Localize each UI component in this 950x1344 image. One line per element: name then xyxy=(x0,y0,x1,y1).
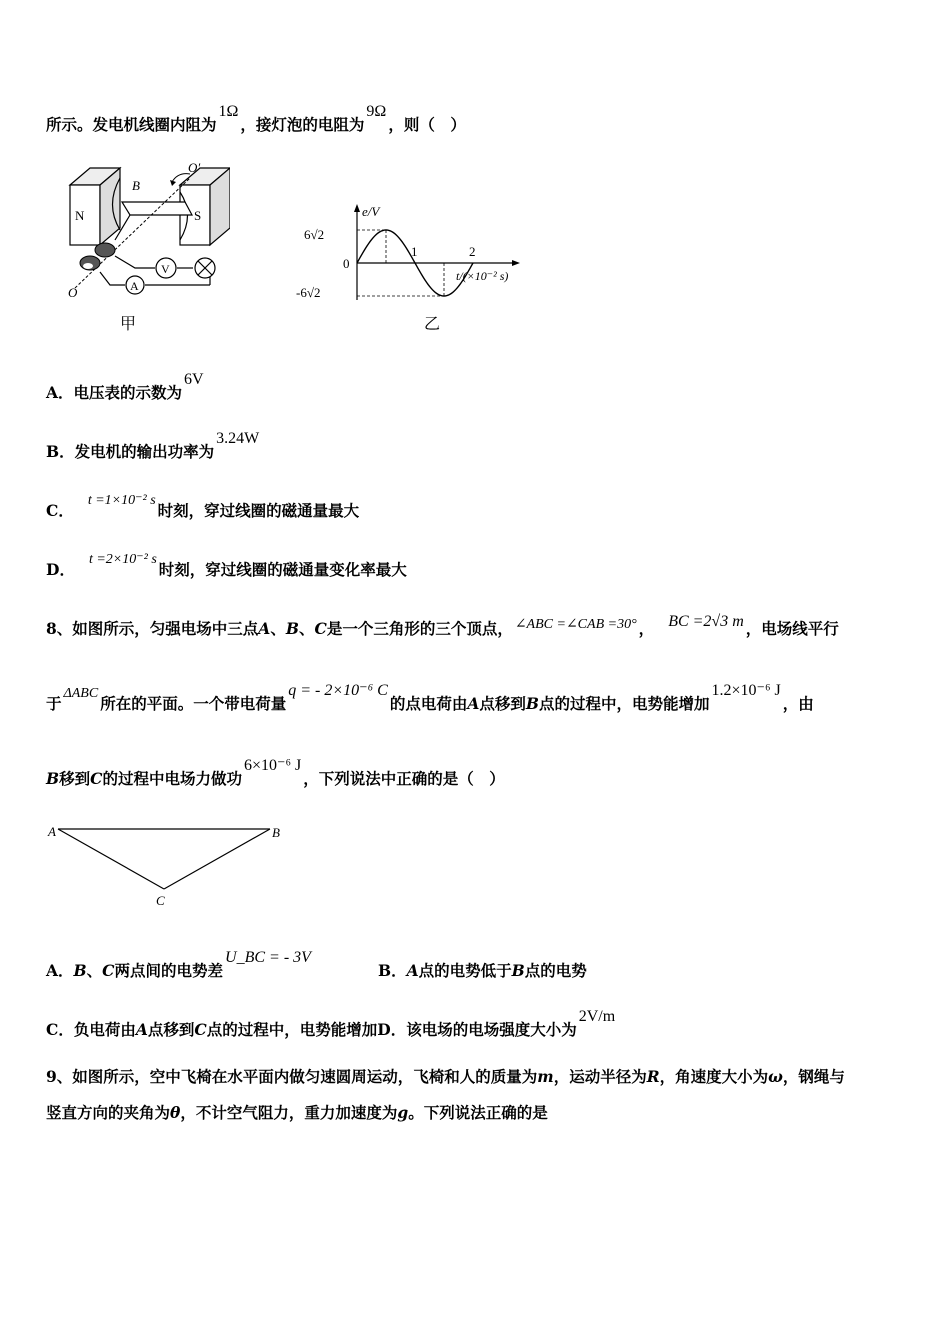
q8-text: 的过程中电场力做功 xyxy=(102,769,242,788)
q7-option-c xyxy=(46,493,360,524)
y-max-label: 6√2 xyxy=(304,227,325,242)
q8-text: 移到 xyxy=(59,769,91,788)
x-tick-1: 1 xyxy=(411,244,418,259)
symbol-g: g xyxy=(397,1103,409,1122)
q8-text: ，电场线平行 xyxy=(745,619,839,638)
q8-text: 是一个三角形的三个顶点， xyxy=(326,619,513,638)
option-text: 点移到 xyxy=(147,1020,195,1039)
energy-value: 1.2×10⁻⁶ J xyxy=(711,682,781,699)
q8-text: ，由 xyxy=(782,694,814,713)
q9-stem-line2 xyxy=(46,1102,548,1124)
point-a: A xyxy=(258,619,271,638)
q8-text: 于 xyxy=(46,694,62,713)
point-b: B xyxy=(73,961,87,980)
q8-stem-line2 xyxy=(46,682,814,717)
option-text: 点的电势 xyxy=(524,961,587,980)
triangle-figure xyxy=(46,822,296,912)
option-prefix: C． xyxy=(46,501,74,520)
option-text: 时刻，穿过线圈的磁通量变化率最大 xyxy=(158,560,407,579)
point-b: B xyxy=(285,619,299,638)
option-value: U_BC = - 3V xyxy=(225,949,311,966)
q8-text: 点移到 xyxy=(479,694,526,713)
q7-option-a xyxy=(46,371,206,405)
point-a: A xyxy=(467,694,480,713)
point-b: B xyxy=(511,961,525,980)
vertex-c-label: C xyxy=(156,893,165,908)
generator-figure xyxy=(60,160,230,300)
q8-option-b xyxy=(378,960,587,982)
option-value: 2V/m xyxy=(578,1008,616,1025)
vertex-a-label: A xyxy=(48,824,56,839)
bc-equation: BC =2√3 m xyxy=(668,613,744,630)
point-c: C xyxy=(314,619,327,638)
q8-stem-line3 xyxy=(46,757,505,791)
field-b-label: B xyxy=(132,178,140,193)
q8-text: 8、如图所示，匀强电场中三点 xyxy=(46,619,259,638)
symbol-omega: ω xyxy=(768,1067,783,1086)
q8-text: 所在的平面。一个带电荷量 xyxy=(100,694,287,713)
axis-o-label: O xyxy=(68,285,78,300)
option-text: 时刻，穿过线圈的磁通量最大 xyxy=(157,501,360,520)
option-text: 点的过程中，电势能增加 xyxy=(206,1020,378,1039)
option-value: 3.24W xyxy=(216,430,260,447)
point-c: C xyxy=(102,961,115,980)
origin-label: 0 xyxy=(343,256,350,271)
option-text: 两点间的电势差 xyxy=(114,961,224,980)
voltmeter-label: V xyxy=(161,262,170,276)
option-prefix: C．负电荷由 xyxy=(46,1020,136,1039)
angle-equation: ∠ABC =∠CAB =30° xyxy=(514,617,637,632)
x-axis-label: t/(×10⁻² s) xyxy=(456,269,509,283)
q8-text: 点的过程中，电势能增加 xyxy=(538,694,710,713)
option-value: 6V xyxy=(184,371,204,388)
pole-n-label: N xyxy=(75,208,85,223)
point-a: A xyxy=(135,1020,148,1039)
q9-text: 。下列说法正确的是 xyxy=(408,1103,548,1122)
q7-bulb-resistance: 9Ω xyxy=(366,103,387,120)
q9-stem-line1 xyxy=(46,1066,845,1088)
option-text: 、 xyxy=(86,961,103,980)
vertex-b-label: B xyxy=(272,825,280,840)
q9-text: ，不计空气阻力，重力加速度为 xyxy=(180,1103,398,1122)
q8-text: ，下列说法中正确的是（ ） xyxy=(303,769,505,788)
x-tick-2: 2 xyxy=(469,244,476,259)
q8-option-a xyxy=(46,949,313,983)
point-a: A xyxy=(406,961,419,980)
charge-equation: q = - 2×10⁻⁶ C xyxy=(288,682,388,699)
point-b: B xyxy=(46,769,60,788)
symbol-m: m xyxy=(537,1067,554,1086)
q7-stem-text: ，接灯泡的电阻为 xyxy=(240,115,365,134)
q7-stem-text: 所示。发电机线圈内阻为 xyxy=(46,115,217,134)
side-ac xyxy=(58,829,164,889)
ammeter-label: A xyxy=(130,279,139,293)
q8-text: ， xyxy=(638,619,655,638)
axis-o2-label: O′ xyxy=(188,160,201,175)
triangle-symbol: ΔABC xyxy=(63,686,99,701)
option-prefix: B． xyxy=(378,961,407,980)
option-prefix: A． xyxy=(46,961,74,980)
q7-option-b xyxy=(46,430,261,464)
point-c: C xyxy=(194,1020,207,1039)
pole-s-label: S xyxy=(194,208,202,223)
q7-stem xyxy=(46,103,466,137)
q9-text: ，角速度大小为 xyxy=(659,1067,769,1086)
emf-chart xyxy=(290,200,540,305)
q8-stem-line1 xyxy=(46,613,839,642)
q9-text: 9、如图所示，空中飞椅在水平面内做匀速圆周运动，飞椅和人的质量为 xyxy=(46,1067,538,1086)
q7-stem-text: ，则（ ） xyxy=(388,115,466,134)
y-axis-label: e/V xyxy=(362,204,380,219)
option-prefix: D． xyxy=(46,560,75,579)
y-min-label: -6√2 xyxy=(296,285,321,300)
q8-text: 、 xyxy=(298,619,315,638)
q8-text: 、 xyxy=(270,619,286,638)
work-value: 6×10⁻⁶ J xyxy=(243,757,302,774)
option-math: t =2×10⁻² s xyxy=(88,552,157,567)
q9-text: ，运动半径为 xyxy=(553,1067,647,1086)
option-text: B．发电机的输出功率为 xyxy=(46,442,215,461)
q8-text: 的点电荷由 xyxy=(389,694,468,713)
symbol-r: R xyxy=(646,1067,660,1086)
option-math: t =1×10⁻² s xyxy=(87,493,156,508)
point-b: B xyxy=(525,694,539,713)
fig-jia-label: 甲 xyxy=(120,314,137,333)
side-bc xyxy=(164,829,270,889)
q8-option-d: D．该电场的电场强度大小为 xyxy=(377,1020,577,1039)
point-c: C xyxy=(90,769,103,788)
option-text: 点的电势低于 xyxy=(418,961,512,980)
q7-internal-resistance: 1Ω xyxy=(218,103,239,120)
q9-text: 竖直方向的夹角为 xyxy=(46,1103,171,1122)
q7-option-d xyxy=(46,552,407,583)
symbol-theta: θ xyxy=(170,1103,181,1122)
q9-text: ，钢绳与 xyxy=(782,1067,845,1086)
q8-option-c xyxy=(46,1008,617,1042)
option-text: A．电压表的示数为 xyxy=(46,383,183,402)
fig-yi-label: 乙 xyxy=(424,314,441,333)
